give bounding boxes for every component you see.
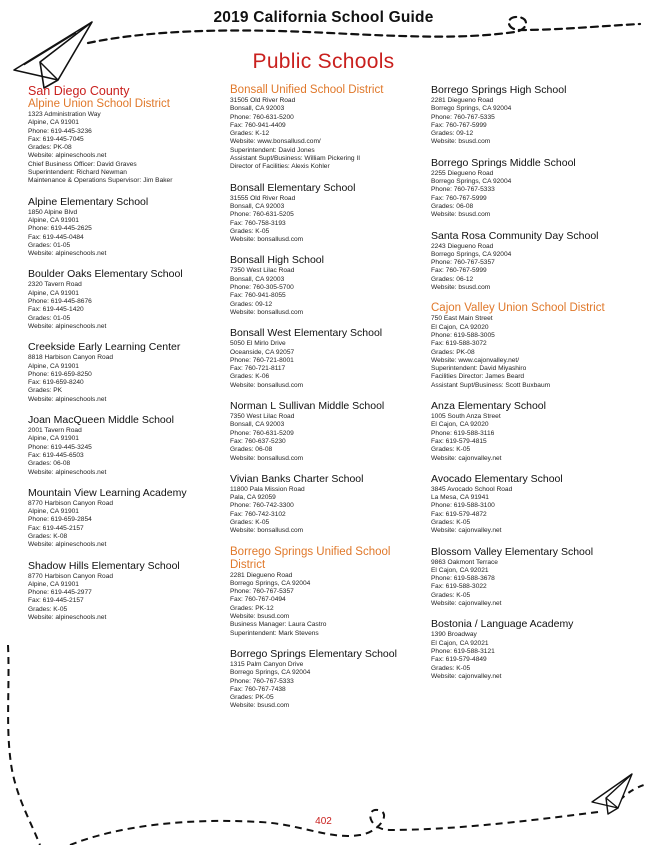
entry-detail-line: 1390 Broadway [431, 631, 477, 639]
district-entry [28, 98, 223, 186]
entry-detail-line: Website: bsusd.com [431, 284, 491, 292]
entry-detail-line: Phone: 760-742-3300 [230, 502, 294, 510]
entry-detail-line: Phone: 760-767-5357 [230, 588, 294, 596]
entry-detail-line: 7350 West Lilac Road [230, 413, 295, 421]
school-name: Bonsall West Elementary School [230, 327, 383, 340]
entry-detail-line: 7350 West Lilac Road [230, 267, 295, 275]
entry-detail-line: Borrego Springs, CA 92004 [230, 579, 311, 587]
school-entry [28, 196, 223, 259]
entry-detail-line: Superintendent: Mark Stevens [230, 629, 319, 637]
entry-detail-line: Phone: 619-445-3236 [28, 127, 92, 135]
school-name: Mountain View Learning Academy [28, 486, 187, 499]
entry-detail-line: Website: bonsallusd.com [230, 381, 304, 389]
school-name: Shadow Hills Elementary School [28, 559, 180, 572]
school-name: Borrego Springs Elementary School [230, 647, 397, 660]
school-entry [28, 560, 223, 623]
entry-detail-line: Website: alpineschools.net [28, 614, 107, 622]
entry-detail-line: Website: bsusd.com [431, 138, 491, 146]
entry-detail-line: 3845 Avocado School Road [431, 485, 513, 493]
entry-detail-line: 1323 Administration Way [28, 111, 101, 118]
entry-detail-line: 5050 El Mirlo Drive [230, 340, 286, 348]
entry-detail-line: Grades: K-05 [230, 518, 270, 526]
school-entry [230, 400, 425, 463]
entry-detail-line: Alpine, CA 91901 [28, 362, 79, 370]
entry-detail-line: Phone: 619-659-2854 [28, 516, 92, 524]
entry-detail-line: Website: cajonvalley.net [431, 454, 502, 462]
entry-detail-line: Bonsall, CA 92003 [230, 105, 285, 113]
entry-detail-line: Fax: 760-941-4409 [230, 121, 286, 129]
district-name: Bonsall Unified School District [230, 84, 384, 96]
entry-detail-line: Fax: 760-637-5230 [230, 437, 286, 445]
entry-detail-line: Phone: 760-721-8001 [230, 356, 294, 364]
school-entry [431, 84, 636, 147]
entry-detail-line: Grades: K-05 [431, 446, 471, 454]
entry-detail-line: Grades: 06-08 [431, 202, 474, 210]
entry-detail-line: Website: alpineschools.net [28, 395, 107, 403]
entry-detail-line: Grades: K-06 [230, 373, 270, 381]
school-entry [230, 254, 425, 317]
entry-detail-line: Phone: 760-631-5200 [230, 113, 294, 121]
entry-detail-line: Phone: 760-767-5357 [431, 259, 495, 267]
district-entry [230, 84, 425, 172]
entry-detail-line: El Cajon, CA 92020 [431, 421, 489, 429]
entry-detail-line: Fax: 760-758-3193 [230, 219, 286, 227]
school-entry [230, 327, 425, 390]
entry-detail-line: Grades: K-05 [431, 664, 471, 672]
school-name: Bostonia / Language Academy [431, 618, 574, 631]
entry-detail-line: Website: alpineschools.net [28, 322, 107, 330]
entry-detail-line: Alpine, CA 91901 [28, 119, 79, 127]
entry-detail-line: 8770 Harbison Canyon Road [28, 499, 114, 507]
entry-detail-line: Phone: 619-445-3245 [28, 443, 92, 451]
entry-detail-line: Fax: 760-721-8117 [230, 365, 286, 373]
district-name: Borrego Springs Unified School District [230, 545, 391, 571]
page-number: 402 [315, 816, 332, 827]
district-entry [431, 302, 636, 390]
county-heading: San Diego County [28, 84, 130, 98]
entry-detail-line: Fax: 619-445-1420 [28, 306, 84, 314]
entry-detail-line: Grades: 01-05 [28, 314, 71, 322]
entry-detail-line: Fax: 619-445-7045 [28, 135, 84, 143]
entry-detail-line: 2243 Diegueno Road [431, 242, 494, 250]
school-name: Boulder Oaks Elementary School [28, 268, 183, 281]
entry-detail-line: Grades: K-05 [230, 227, 270, 235]
entry-detail-line: Phone: 760-305-5700 [230, 284, 294, 292]
entry-detail-line: Assistant Supt/Business: Scott Buxbaum [431, 381, 551, 389]
entry-detail-line: Phone: 619-588-3005 [431, 331, 495, 339]
entry-detail-line: 8770 Harbison Canyon Road [28, 572, 114, 580]
entry-detail-line: Grades: 09-12 [230, 300, 273, 308]
entry-detail-line: Borrego Springs, CA 92004 [431, 178, 512, 186]
school-entry [230, 473, 425, 536]
column-2 [230, 84, 425, 721]
column-1 [28, 84, 223, 632]
entry-detail-line: Website: alpineschools.net [28, 541, 107, 549]
entry-detail-line: Website: cajonvalley.net [431, 527, 502, 535]
school-entry [28, 414, 223, 477]
entry-detail-line: Website: bsusd.com [230, 702, 290, 710]
entry-detail-line: Facilities Director: James Beard [431, 373, 525, 381]
entry-detail-line: Phone: 619-588-3678 [431, 575, 495, 583]
entry-detail-line: Fax: 619-579-4815 [431, 437, 487, 445]
entry-detail-line: 11800 Pala Mission Road [230, 485, 305, 493]
entry-detail-line: Alpine, CA 91901 [28, 216, 79, 224]
entry-detail-line: Website: bonsallusd.com [230, 236, 304, 244]
entry-detail-line: Website: bsusd.com [230, 613, 290, 621]
school-name: Borrego Springs High School [431, 84, 567, 96]
entry-detail-line: Phone: 619-445-2977 [28, 589, 92, 597]
entry-detail-line: Grades: 06-12 [431, 275, 474, 283]
entry-detail-line: Website: bonsallusd.com [230, 527, 304, 535]
school-entry [431, 400, 636, 463]
school-name: Vivian Banks Charter School [230, 472, 364, 485]
entry-detail-line: Phone: 619-659-8250 [28, 370, 92, 378]
entry-detail-line: Phone: 760-767-5333 [230, 677, 294, 685]
school-entry [28, 268, 223, 331]
entry-detail-line: Fax: 760-941-8055 [230, 292, 286, 300]
entry-detail-line: Fax: 619-445-2157 [28, 597, 84, 605]
entry-detail-line: Grades: K-05 [431, 518, 471, 526]
entry-detail-line: Fax: 619-588-3072 [431, 340, 487, 348]
entry-detail-line: Pala, CA 92059 [230, 494, 276, 502]
entry-detail-line: Grades: PK-05 [230, 694, 274, 702]
entry-detail-line: 1315 Palm Canyon Drive [230, 660, 304, 668]
school-entry [230, 648, 425, 711]
district-entry [230, 546, 425, 638]
entry-detail-line: Alpine, CA 91901 [28, 580, 79, 588]
entry-detail-line: Fax: 760-767-5999 [431, 194, 487, 202]
school-name: Santa Rosa Community Day School [431, 229, 599, 242]
entry-detail-line: Website: bonsallusd.com [230, 308, 304, 316]
school-name: Joan MacQueen Middle School [28, 414, 174, 427]
entry-detail-line: 31505 Old River Road [230, 97, 296, 104]
entry-detail-line: Borrego Springs, CA 92004 [431, 105, 512, 113]
entry-detail-line: Fax: 760-767-7438 [230, 685, 286, 693]
entry-detail-line: Borrego Springs, CA 92004 [230, 669, 311, 677]
entry-detail-line: Website: cajonvalley.net [431, 600, 502, 608]
entry-detail-line: Oceanside, CA 92057 [230, 348, 295, 356]
entry-detail-line: 2281 Diegueno Road [230, 571, 293, 579]
entry-detail-line: Fax: 619-445-6503 [28, 451, 84, 459]
entry-detail-line: 2320 Tavern Road [28, 281, 82, 289]
entry-detail-line: Phone: 619-445-2625 [28, 225, 92, 233]
entry-detail-line: Phone: 619-588-3100 [431, 502, 495, 510]
entry-detail-line: Grades: K-08 [28, 532, 68, 540]
entry-detail-line: Phone: 619-445-8676 [28, 298, 92, 306]
entry-detail-line: 750 East Main Street [431, 315, 493, 323]
entry-detail-line: Grades: PK-08 [28, 144, 72, 152]
entry-detail-line: 1005 South Anza Street [431, 413, 501, 421]
entry-detail-line: El Cajon, CA 92021 [431, 566, 489, 574]
entry-detail-line: Chief Business Officer: David Graves [28, 160, 137, 168]
guide-title: 2019 California School Guide [213, 9, 434, 26]
entry-detail-line: Grades: K-12 [230, 130, 270, 138]
entry-detail-line: 2255 Diegueno Road [431, 169, 494, 177]
entry-detail-line: Fax: 619-445-0484 [28, 233, 84, 241]
entry-detail-line: Alpine, CA 91901 [28, 508, 79, 516]
entry-detail-line: Grades: K-05 [431, 591, 471, 599]
school-name: Avocado Elementary School [431, 472, 563, 485]
entry-detail-line: Grades: 01-05 [28, 241, 71, 249]
district-name: Alpine Union School District [28, 98, 170, 110]
entry-detail-line: Fax: 619-579-4872 [431, 510, 487, 518]
entry-detail-line: Website: bsusd.com [431, 211, 491, 219]
entry-detail-line: Alpine, CA 91901 [28, 289, 79, 297]
entry-detail-line: Website: alpineschools.net [28, 468, 107, 476]
entry-detail-line: Grades: K-05 [28, 605, 68, 613]
entry-detail-line: Website: cajonvalley.net [431, 672, 502, 680]
entry-detail-line: 8818 Harbison Canyon Road [28, 354, 114, 362]
entry-detail-line: Grades: 09-12 [431, 130, 474, 138]
entry-detail-line: Bonsall, CA 92003 [230, 202, 285, 210]
entry-detail-line: Website: www.bonsallusd.com/ [230, 138, 321, 146]
school-name: Anza Elementary School [431, 400, 546, 413]
entry-detail-line: Fax: 760-742-3102 [230, 510, 286, 518]
entry-detail-line: Website: www.cajonvalley.net/ [431, 356, 520, 364]
entry-detail-line: Phone: 760-631-5205 [230, 211, 294, 219]
entry-detail-line: Business Manager: Laura Castro [230, 621, 327, 629]
entry-detail-line: Grades: PK-08 [431, 348, 475, 356]
entry-detail-line: El Cajon, CA 92020 [431, 323, 489, 331]
entry-detail-line: 1850 Alpine Blvd [28, 208, 78, 216]
entry-detail-line: Fax: 619-579-4849 [431, 656, 487, 664]
school-name: Norman L Sullivan Middle School [230, 400, 385, 413]
school-entry [230, 182, 425, 245]
school-entry [431, 157, 636, 220]
entry-detail-line: Phone: 760-631-5209 [230, 429, 294, 437]
entry-detail-line: Bonsall, CA 92003 [230, 275, 285, 283]
entry-detail-line: 31555 Old River Road [230, 194, 296, 202]
entry-detail-line: Phone: 619-588-3116 [431, 429, 495, 437]
school-name: Creekside Early Learning Center [28, 341, 181, 354]
school-entry [431, 230, 636, 293]
entry-detail-line: Fax: 619-588-3022 [431, 583, 487, 591]
school-entry [431, 473, 636, 536]
entry-detail-line: Grades: 06-08 [28, 460, 71, 468]
entry-detail-line: Phone: 760-767-5333 [431, 186, 495, 194]
entry-detail-line: 9863 Oakmont Terrace [431, 558, 498, 566]
school-entry [28, 341, 223, 404]
entry-detail-line: 2281 Diegueno Road [431, 97, 494, 104]
school-name: Alpine Elementary School [28, 195, 149, 208]
entry-detail-line: Website: alpineschools.net [28, 152, 107, 160]
column-3 [431, 84, 636, 691]
entry-detail-line: Fax: 760-767-5999 [431, 121, 487, 129]
school-name: Blossom Valley Elementary School [431, 545, 594, 558]
school-entry [431, 546, 636, 609]
page-title: Public Schools [252, 50, 395, 73]
entry-detail-line: Fax: 619-659-8240 [28, 379, 84, 387]
entry-detail-line: Superintendent: David Miyashiro [431, 365, 527, 373]
school-name: Borrego Springs Middle School [431, 156, 576, 169]
entry-detail-line: Director of Facilities: Alexis Kohler [230, 163, 330, 171]
district-name: Cajon Valley Union School District [431, 302, 605, 315]
entry-detail-line: Fax: 760-767-5999 [431, 267, 487, 275]
entry-detail-line: Maintenance & Operations Supervisor: Jim Baker [28, 177, 173, 185]
entry-detail-line: Website: bonsallusd.com [230, 454, 304, 462]
school-entry [431, 618, 636, 681]
school-name: Bonsall Elementary School [230, 181, 356, 194]
entry-detail-line: Grades: 06-08 [230, 446, 273, 454]
entry-detail-line: 2001 Tavern Road [28, 427, 82, 435]
entry-detail-line: Website: alpineschools.net [28, 250, 107, 258]
entry-detail-line: Bonsall, CA 92003 [230, 421, 285, 429]
entry-detail-line: Grades: PK [28, 387, 63, 395]
entry-detail-line: Grades: PK-12 [230, 604, 274, 612]
entry-detail-line: Phone: 619-588-3121 [431, 647, 495, 655]
entry-detail-line: Fax: 619-445-2157 [28, 524, 84, 532]
school-entry [28, 487, 223, 550]
entry-detail-line: Assistant Supt/Business: William Pickering II [230, 155, 361, 163]
entry-detail-line: Borrego Springs, CA 92004 [431, 250, 512, 258]
entry-detail-line: Phone: 760-767-5335 [431, 113, 495, 121]
school-name: Bonsall High School [230, 254, 324, 267]
entry-detail-line: Alpine, CA 91901 [28, 435, 79, 443]
entry-detail-line: El Cajon, CA 92021 [431, 639, 489, 647]
entry-detail-line: Superintendent: David Jones [230, 146, 315, 154]
entry-detail-line: Fax: 760-767-0494 [230, 596, 286, 604]
entry-detail-line: Superintendent: Richard Newman [28, 169, 127, 177]
entry-detail-line: La Mesa, CA 91941 [431, 494, 489, 502]
